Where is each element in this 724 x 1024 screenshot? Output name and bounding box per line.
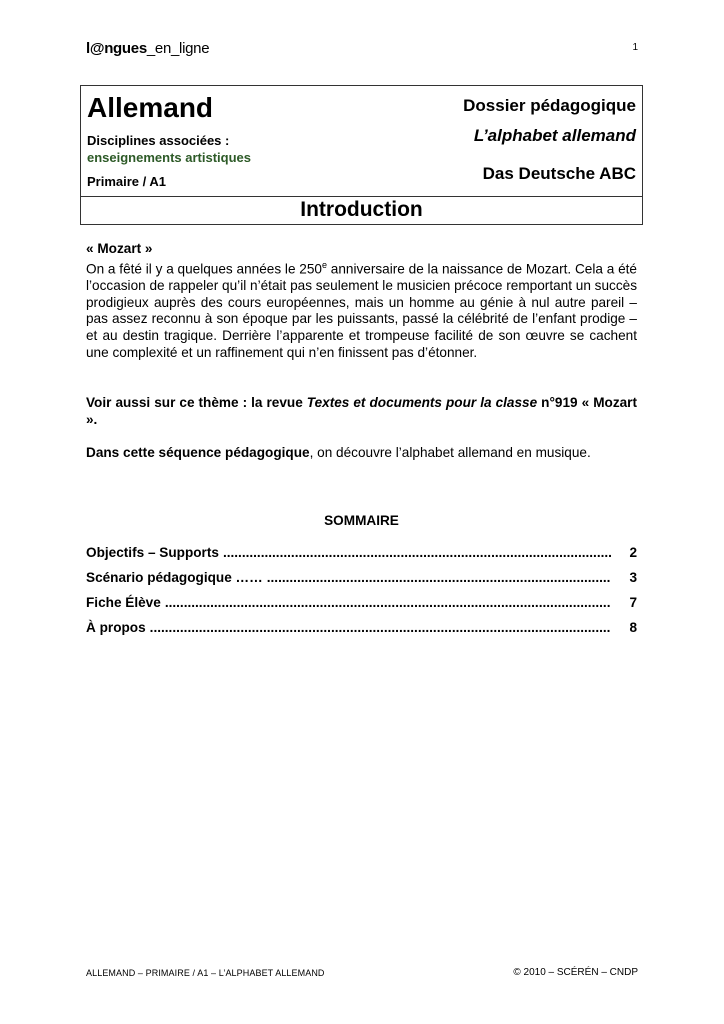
- toc-leader-dots: [150, 620, 611, 635]
- see-also-text: Voir aussi sur ce thème : la revue: [86, 395, 307, 410]
- logo: [86, 40, 209, 57]
- document-subtitle: Das Deutsche ABC: [482, 164, 636, 183]
- logo-part2: _en_ligne: [146, 40, 210, 57]
- toc-item-label: Scénario pédagogique ……: [86, 570, 263, 585]
- toc-leader-dots: [165, 595, 611, 610]
- section-title: Introduction: [300, 198, 423, 221]
- intro-paragraph: [86, 257, 637, 361]
- disciplines-value: enseignements artistiques: [87, 150, 251, 165]
- logo-part1: l@ngues: [86, 40, 147, 57]
- level-label: Primaire / A1: [87, 174, 167, 189]
- page-number: 1: [632, 42, 638, 53]
- document-title: L’alphabet allemand: [473, 126, 636, 145]
- intro-text-start: On a fêté il y a quelques années le 250: [86, 261, 322, 277]
- intro-text-rest: anniversaire de la naissance de Mozart. Cela a été l’occasion de rappeler qu’il n’était pas seulement le musicien précoce remportant un succès prodigieux auprès des cours européennes, mais un homme au génie à nul autre pareil – pas assez reconnu à son époque par les puissants, passé la célébrité de l’enfant prodige – et au destin tragique. Derrière l’apparente et trompeuse facilité de son œuvre se cachent une complexité et un raffinement qui n’en finissent pas d’étonner.: [86, 261, 637, 360]
- footer-left: ALLEMAND – PRIMAIRE / A1 – L’ALPHABET ALLEMAND: [86, 968, 325, 978]
- header-divider: [81, 196, 642, 197]
- toc-item-label: Fiche Élève: [86, 595, 161, 610]
- disciplines-label: Disciplines associées :: [87, 133, 230, 148]
- ordinal-superscript: e: [321, 260, 327, 270]
- sequence-paragraph: [86, 445, 637, 462]
- sequence-rest: , on découvre l’alphabet allemand en musique.: [309, 445, 591, 460]
- toc-item-label: Objectifs – Supports: [86, 545, 219, 560]
- toc-item-a-propos[interactable]: [86, 620, 637, 645]
- toc-item-scenario[interactable]: [86, 570, 637, 595]
- subject-title: Allemand: [87, 92, 214, 123]
- see-also-issue: n°919 « Mozart ».: [86, 395, 637, 427]
- dossier-title: Dossier pédagogique: [463, 96, 636, 115]
- toc-leader-dots: [223, 545, 611, 560]
- toc-item-page: 7: [629, 595, 637, 610]
- toc-item-fiche-eleve[interactable]: [86, 595, 637, 620]
- see-also-review-title: Textes et documents pour la classe: [306, 395, 538, 410]
- toc-item-objectifs[interactable]: [86, 545, 637, 570]
- toc-item-label: À propos: [86, 620, 146, 635]
- header-box: [80, 85, 643, 225]
- toc-item-page: 2: [629, 545, 637, 560]
- see-also-paragraph: [86, 395, 637, 428]
- toc-item-page: 8: [629, 620, 637, 635]
- mozart-heading: « Mozart »: [86, 241, 153, 256]
- footer-right: © 2010 – SCÉRÉN – CNDP: [513, 967, 638, 978]
- toc-title: SOMMAIRE: [324, 513, 399, 528]
- sequence-bold: Dans cette séquence pédagogique: [86, 445, 310, 460]
- table-of-contents: [86, 545, 637, 645]
- toc-item-page: 3: [629, 570, 637, 585]
- toc-leader-dots: [267, 570, 611, 585]
